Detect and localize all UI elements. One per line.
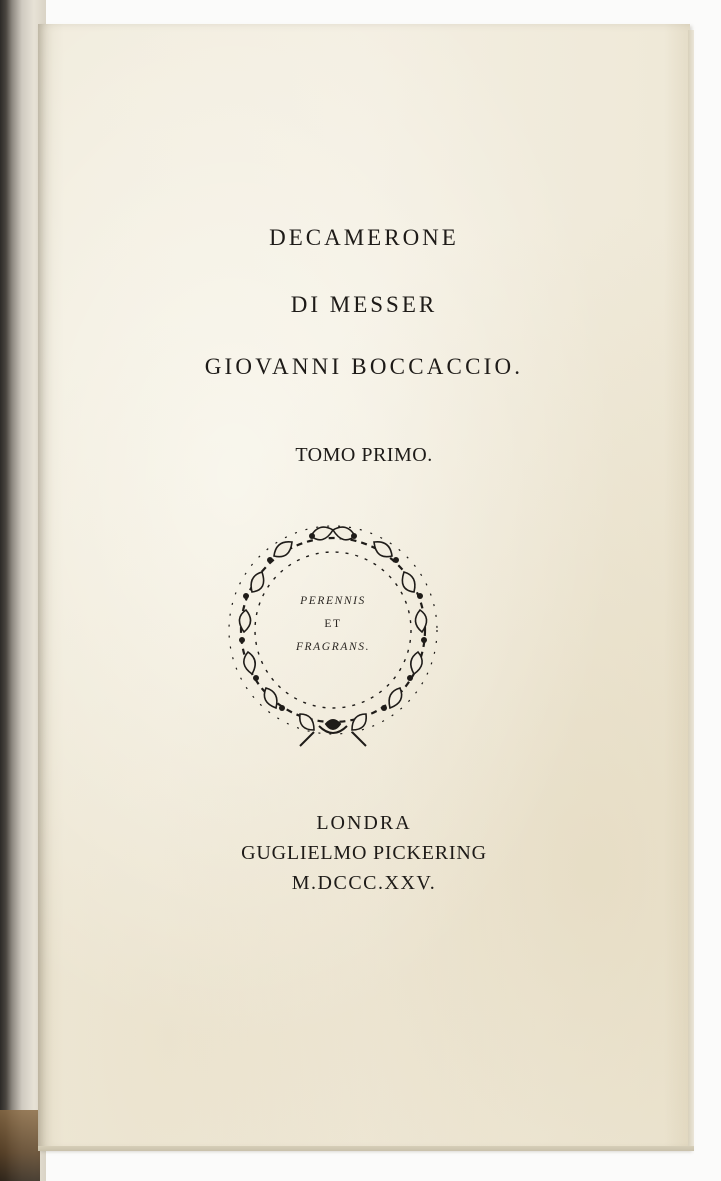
title-page — [38, 24, 690, 1150]
title-line-1: DECAMERONE — [269, 225, 459, 250]
title-line-2: DI MESSER — [290, 292, 438, 317]
page-bottom-edge — [38, 1146, 694, 1151]
imprint-city: LONDRA — [316, 812, 412, 834]
page-fore-edge — [688, 30, 694, 1148]
motto-line-3: FRAGRANS. — [295, 641, 371, 653]
book-cover-corner — [0, 1110, 40, 1181]
volume-label: TOMO PRIMO. — [295, 444, 433, 466]
motto-line-2: ET — [324, 618, 342, 630]
wreath-ornament — [214, 512, 452, 752]
title-line-3: GIOVANNI BOCCACCIO. — [204, 354, 524, 379]
imprint-year: M.DCCC.XXV. — [291, 872, 437, 894]
motto-line-1: PERENNIS — [300, 595, 366, 607]
wreath-icon — [214, 512, 452, 752]
imprint-publisher: GUGLIELMO PICKERING — [241, 842, 487, 864]
